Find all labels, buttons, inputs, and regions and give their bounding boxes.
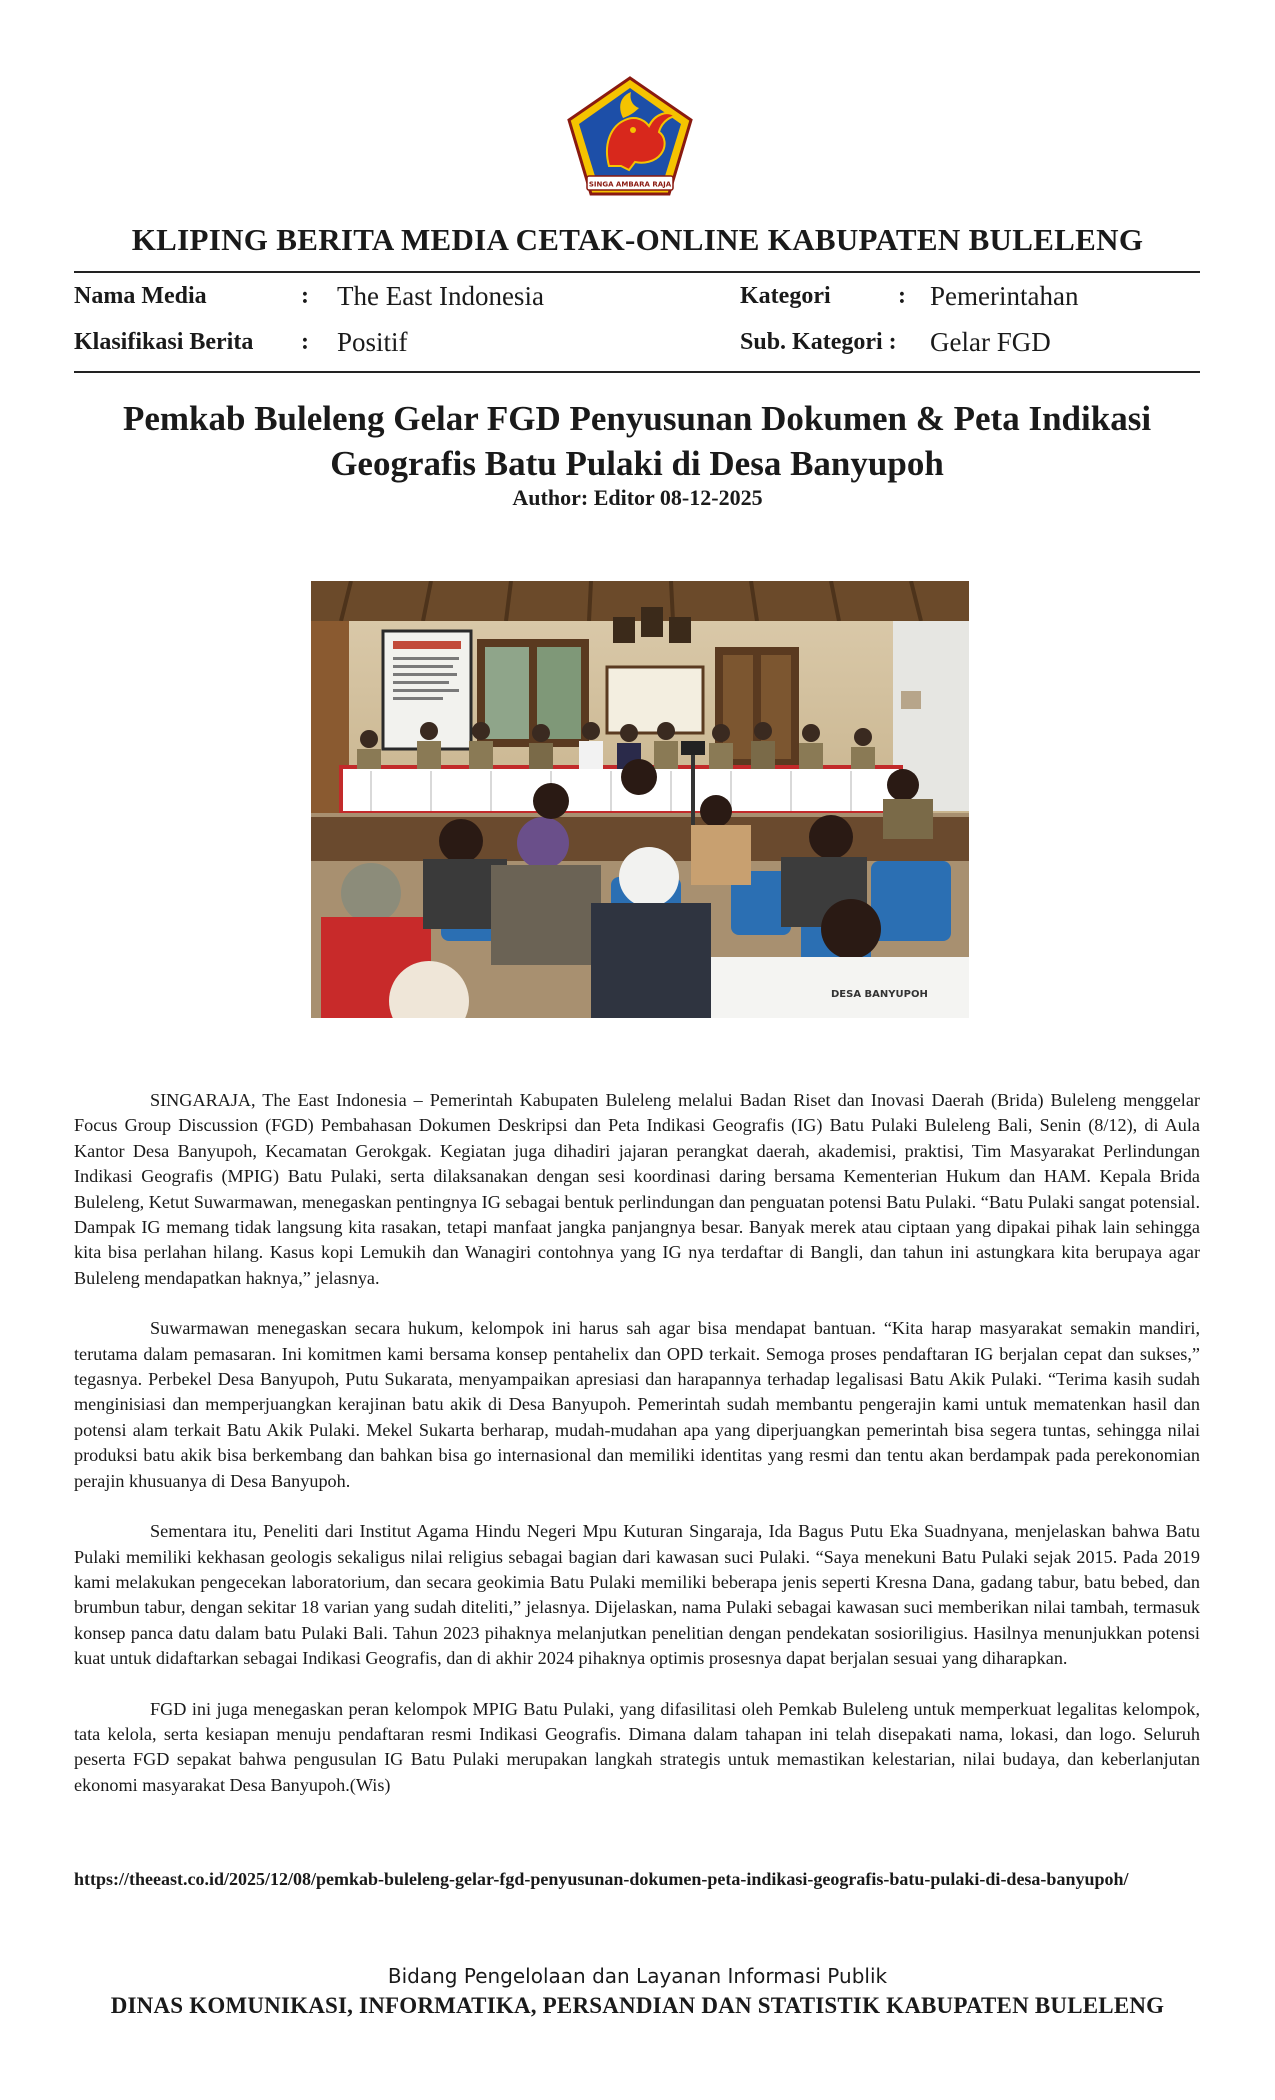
kategori-label: Kategori (740, 283, 831, 309)
header-divider-bottom (74, 371, 1200, 373)
subkategori-value: Gelar FGD (930, 327, 1051, 357)
media-colon: : (301, 283, 309, 309)
article-title-line-1: Pemkab Buleleng Gelar FGD Penyusunan Dokumen & Peta Indikasi (122, 399, 1152, 438)
media-label: Nama Media (74, 283, 207, 309)
buleleng-logo (563, 74, 697, 200)
media-value: The East Indonesia (337, 281, 544, 311)
article-body (74, 1088, 1200, 1823)
article-paragraph: SINGARAJA, The East Indonesia – Pemerintah Kabupaten Buleleng melalui Badan Riset dan Inovasi Daerah (Brida) Buleleng menggelar Focus Group Discussion (FGD) Pembahasan Dokumen Deskripsi dan Peta Indikasi Geografis (IG) Batu Pulaki Buleleng Bali, Senin (8/12), di Aula Kantor Desa Banyupoh, Kecamatan Gerokgak. Kegiatan juga dihadiri jajaran perangkat daerah, akademisi, praktisi, Tim Masyarakat Perlindungan Indikasi Geografis (MPIG) Batu Pulaki, serta dilaksanakan dengan sesi koordinasi daring bersama Kementerian Hukum dan HAM. Kepala Brida Buleleng, Ketut Suwarmawan, menegaskan pentingnya IG sebagai bentuk perlindungan dan penguatan potensi Batu Pulaki. “Batu Pulaki sangat potensial. Dampak IG memang tidak langsung kita rasakan, tetapi manfaat jangka panjangnya besar. Banyak merek atau ciptaan yang dipakai pihak lain sehingga kita bisa perlahan hilang. Kasus kopi Lemukih dan Wanagiri contohnya yang IG nya terdaftar di Bangli, dan tahun ini astungkara kita berupaya agar Buleleng mendapatkan haknya,” jelasnya. (74, 1090, 1200, 1288)
article-paragraph: Sementara itu, Peneliti dari Institut Agama Hindu Negeri Mpu Kuturan Singaraja, Ida Bagus Putu Eka Suadnyana, menjelaskan bahwa Batu Pulaki memiliki kekhasan geologis sekaligus nilai religius sebagai bagian dari kawasan suci Pulaki. “Saya menekuni Batu Pulaki sejak 2015. Pada 2019 kami melakukan pengecekan laboratorium, dan secara geokimia Batu Pulaki memiliki beberapa jenis seperti Kresna Dana, gadang tabur, batu bebed, dan brumbun tabur, dengan sekitar 18 varian yang sudah diteliti,” jelasnya. Dijelaskan, nama Pulaki sebagai kawasan suci memberikan nilai tambah, termasuk konsep panca datu dalam batu Pulaki Bali. Tahun 2023 pihaknya melanjutkan penelitian dengan pendekatan sosioriligius. Hasilnya menunjukkan potensi kuat untuk didaftarkan sebagai Indikasi Geografis, dan di akhir 2024 pihaknya optimis prosesnya dapat berjalan sesuai yang diharapkan. (74, 1521, 1200, 1669)
singa-ambara-raja-emblem-icon (563, 74, 697, 200)
article-title (74, 396, 1200, 486)
article-photo (311, 581, 969, 1018)
article-paragraph: FGD ini juga menegaskan peran kelompok MPIG Batu Pulaki, yang difasilitasi oleh Pemkab Buleleng untuk memperkuat legalitas kelompok, tata kelola, serta kesiapan menuju pendaftaran resmi Indikasi Geografis. Dimana dalam tahapan ini telah disepakati nama, lokasi, dan logo. Seluruh peserta FGD sepakat bahwa pengusulan IG Batu Pulaki merupakan langkah strategis untuk memastikan kelestarian, nilai budaya, dan keberlanjutan ekonomi masyarakat Desa Banyupoh.(Wis) (74, 1698, 1200, 1795)
article-title-line-2: Geografis Batu Pulaki di Desa Banyupoh (330, 444, 944, 483)
header-divider-top (74, 271, 1200, 273)
photo-banner-text: DESA BANYUPOH (831, 989, 928, 1000)
klasifikasi-colon: : (301, 329, 309, 355)
footer-unit-name: Bidang Pengelolaan dan Layanan Informasi Publik (387, 1964, 888, 1988)
subkategori-label: Sub. Kategori : (740, 329, 897, 355)
klasifikasi-value: Positif (337, 327, 408, 357)
kategori-value: Pemerintahan (930, 281, 1079, 311)
footer-agency-name: DINAS KOMUNIKASI, INFORMATIKA, PERSANDIAN DAN STATISTIK KABUPATEN BULELENG (110, 1993, 1165, 2018)
source-link[interactable]: https://theeast.co.id/2025/12/08/pemkab-buleleng-gelar-fgd-penyusunan-dokumen-peta-indikasi-geografis-batu-pulaki-di-desa-banyupoh/ (74, 1869, 1129, 1889)
clipping-header-title: KLIPING BERITA MEDIA CETAK-ONLINE KABUPATEN BULELENG (131, 222, 1144, 257)
article-paragraph: Suwarmawan menegaskan secara hukum, kelompok ini harus sah agar bisa mendapat bantuan. “Kita harap masyarakat semakin mandiri, terutama dalam pemasaran. Ini komitmen kami bersama konsep pentahelix dan OPD terkait. Semoga proses pendaftaran IG berjalan cepat dan sukses,” tegasnya. Perbekel Desa Banyupoh, Putu Sukarata, menyampaikan apresiasi dan harapannya terhadap legalisasi Batu Akik Pulaki. “Terima kasih sudah menginisiasi dan memperjuangkan kerajinan batu akik di Desa Banyupoh. Pemerintah sudah membantu pengerajin kami untuk mematenkan hasil dan potensi alam terkait Batu Akik Pulaki. Mekel Sukarta berharap, mudah-mudahan apa yang diperjuangkan pemerintah bisa segera tuntas, sehingga nilai produksi batu akik bisa berkembang dan bahkan bisa go internasional dan memiliki identitas yang resmi dan tentu akan berdampak pada perekonomian perajin khusuanya di Desa Banyupoh. (74, 1318, 1200, 1491)
kategori-colon: : (898, 283, 906, 309)
svg-text:SINGA AMBARA RAJA: SINGA AMBARA RAJA (588, 180, 672, 189)
article-byline: Author: Editor 08-12-2025 (512, 485, 763, 510)
klasifikasi-label: Klasifikasi Berita (74, 329, 254, 355)
fgd-meeting-photo-icon (311, 581, 969, 1018)
